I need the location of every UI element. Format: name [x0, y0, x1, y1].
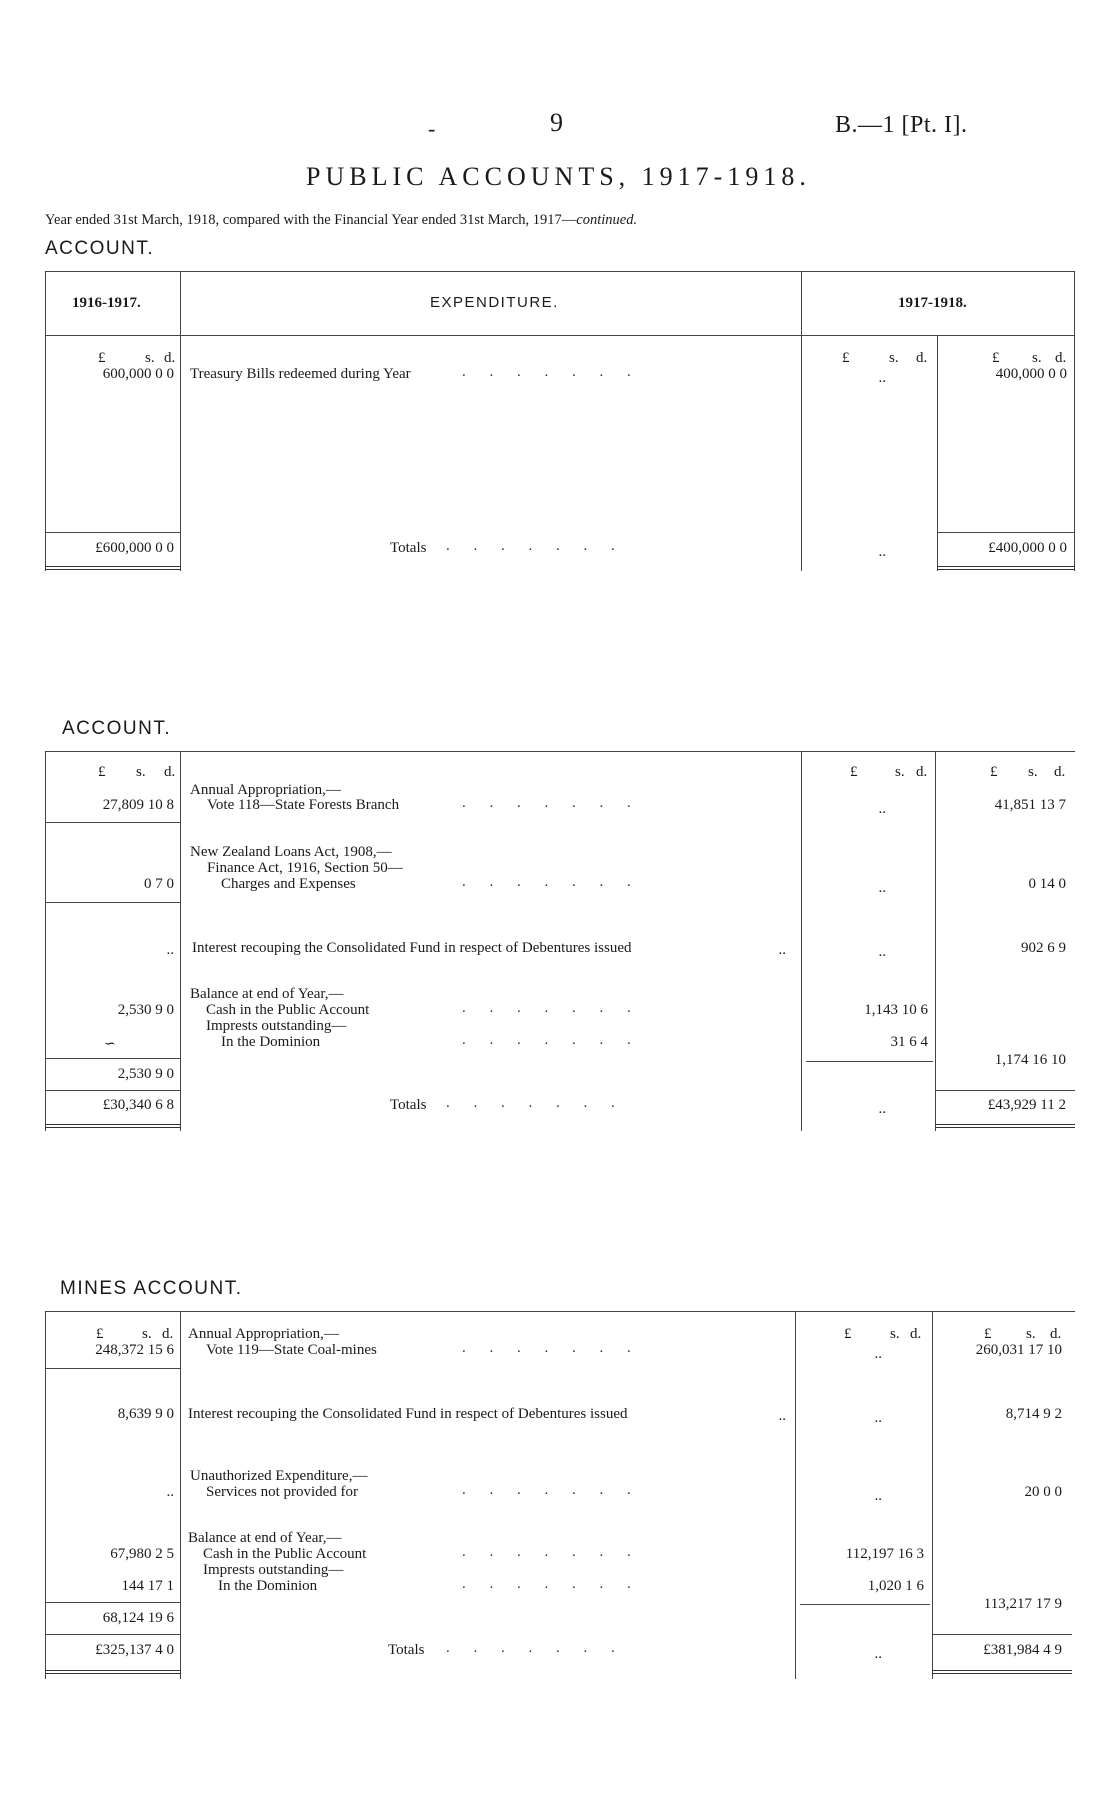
s3-r4-mid-dom: 1,020 1 6 [867, 1578, 924, 1594]
s3-left-d: d. [162, 1326, 174, 1342]
s2-r4-head: Balance at end of Year,— [190, 986, 344, 1002]
page-title: PUBLIC ACCOUNTS, 1917-1918. [306, 162, 811, 191]
section1-head-expenditure: EXPENDITURE. [430, 294, 559, 311]
s1-right-s: s. [1032, 350, 1042, 366]
s2-totals-right: £43,929 11 2 [987, 1097, 1066, 1113]
s3-r4-head: Balance at end of Year,— [188, 1530, 342, 1546]
page-number: 9 [550, 108, 563, 137]
s2-r4-dominion: In the Dominion [221, 1034, 321, 1050]
s2-r3-right: 902 6 9 [1021, 940, 1066, 956]
s2-totals-mid: .. [878, 1101, 886, 1117]
s1-left-s: s. [145, 350, 155, 366]
s3-totals-leader: . . . . . . . [446, 1640, 625, 1656]
subtitle [45, 212, 637, 229]
s3-left-s: s. [142, 1326, 152, 1342]
s1-mid-pound: £ [842, 350, 850, 366]
s2-r2-head2: Finance Act, 1916, Section 50— [207, 860, 403, 876]
s1-mid-s: s. [889, 350, 899, 366]
s2-r2-right: 0 14 0 [1028, 876, 1066, 892]
s3-r4-cash-leader: . . . . . . . [462, 1544, 641, 1560]
s3-totals-mid: .. [874, 1646, 882, 1662]
s3-r3-leader: . . . . . . . [462, 1482, 641, 1498]
s3-r4-left-sum: 68,124 19 6 [102, 1610, 174, 1626]
subtitle-continued: continued. [576, 212, 638, 228]
s3-r3-left: .. [166, 1484, 174, 1500]
s3-r4-left-cash: 67,980 2 5 [110, 1546, 174, 1562]
s2-r2-left: 0 7 0 [144, 876, 174, 892]
s3-totals-right: £381,984 4 9 [983, 1642, 1062, 1658]
s2-left-d: d. [164, 764, 176, 780]
s2-r3-desc: Interest recouping the Consolidated Fund in respect of Debentures issued [192, 940, 632, 956]
section3-title: MINES ACCOUNT. [60, 1278, 243, 1299]
s3-r3-mid: .. [874, 1488, 882, 1504]
s3-left-pound: £ [96, 1326, 104, 1342]
s1-left-d: d. [164, 350, 176, 366]
s3-r4-dom-leader: . . . . . . . [462, 1576, 641, 1592]
s1-totals-1917: £400,000 0 0 [988, 540, 1067, 556]
s1-totals-label: Totals [390, 540, 427, 556]
s2-r4-cash-leader: . . . . . . . [462, 1000, 641, 1016]
s3-r3-right: 20 0 0 [1024, 1484, 1062, 1500]
s2-r4-imprests: Imprests outstanding— [206, 1018, 347, 1034]
s2-totals-leader: . . . . . . . [446, 1095, 625, 1111]
s3-r4-mid-cash: 112,197 16 3 [845, 1546, 924, 1562]
s3-r4-dominion: In the Dominion [218, 1578, 318, 1594]
s3-right-s: s. [1026, 1326, 1036, 1342]
s2-r2-head1: New Zealand Loans Act, 1908,— [190, 844, 392, 860]
s2-r2-mid: .. [878, 880, 886, 896]
s2-r3-leader: .. [778, 942, 786, 958]
s2-right-s: s. [1028, 764, 1038, 780]
s2-right-d: d. [1054, 764, 1066, 780]
s2-left-s: s. [136, 764, 146, 780]
s1-row1-1917: 400,000 0 0 [995, 366, 1067, 382]
s1-totals-leader: . . . . . . . [446, 538, 625, 554]
s2-r4-mid-cash: 1,143 10 6 [864, 1002, 928, 1018]
s3-r2-leader: .. [778, 1408, 786, 1424]
s2-r4-mid-dom: 31 6 4 [890, 1034, 928, 1050]
s3-r2-left: 8,639 9 0 [117, 1406, 174, 1422]
s3-mid-d: d. [910, 1326, 922, 1342]
section2-title: ACCOUNT. [62, 718, 172, 739]
s3-r4-left-dom: 144 17 1 [121, 1578, 174, 1594]
section1-head-1916: 1916-1917. [72, 295, 141, 311]
s1-totals-mid: .. [878, 544, 886, 560]
s3-r3-desc: Services not provided for [206, 1484, 359, 1500]
section1-title: ACCOUNT. [45, 238, 155, 259]
s3-totals-label: Totals [388, 1642, 425, 1658]
s2-mid-s: s. [895, 764, 905, 780]
s3-r3-head: Unauthorized Expenditure,— [190, 1468, 368, 1484]
s3-r1-mid: .. [874, 1346, 882, 1362]
s2-r1-left: 27,809 10 8 [102, 797, 174, 813]
s3-r1-leader: . . . . . . . [462, 1340, 641, 1356]
s2-r4-dom-leader: . . . . . . . [462, 1032, 641, 1048]
s3-r4-imprests: Imprests outstanding— [203, 1562, 344, 1578]
s1-row1-1916: 600,000 0 0 [102, 366, 174, 382]
s3-totals-left: £325,137 4 0 [95, 1642, 174, 1658]
s3-r2-mid: .. [874, 1410, 882, 1426]
s1-row1-desc: Treasury Bills redeemed during Year [190, 366, 411, 382]
document-reference: B.—1 [Pt. I]. [835, 112, 968, 138]
s1-mid-d: d. [916, 350, 928, 366]
header-dash: - [428, 116, 436, 141]
s3-r2-desc: Interest recouping the Consolidated Fund in respect of Debentures issued [188, 1406, 628, 1422]
s3-mid-s: s. [890, 1326, 900, 1342]
s3-r4-cash: Cash in the Public Account [203, 1546, 367, 1562]
s1-right-d: d. [1055, 350, 1067, 366]
s2-r1-leader: . . . . . . . [462, 795, 641, 811]
s2-r4-left-sum: 2,530 9 0 [117, 1066, 174, 1082]
s1-row1-leader: . . . . . . . [462, 364, 641, 380]
s1-left-pound: £ [98, 350, 106, 366]
s2-r1-right: 41,851 13 7 [994, 797, 1066, 813]
s2-mid-pound: £ [850, 764, 858, 780]
s2-totals-label: Totals [390, 1097, 427, 1113]
s1-row1-mid: .. [878, 370, 886, 386]
s3-r1-right: 260,031 17 10 [975, 1342, 1062, 1358]
s2-r4-right: 1,174 16 10 [994, 1052, 1066, 1068]
s3-r1-desc: Vote 119—State Coal-mines [206, 1342, 377, 1358]
s2-r4-left-cash: 2,530 9 0 [117, 1002, 174, 1018]
s2-mid-d: d. [916, 764, 928, 780]
s2-r4-cash: Cash in the Public Account [206, 1002, 370, 1018]
s3-mid-pound: £ [844, 1326, 852, 1342]
s3-r4-right: 113,217 17 9 [983, 1596, 1062, 1612]
s2-r1-head: Annual Appropriation,— [190, 782, 341, 798]
section1-head-1917: 1917-1918. [898, 295, 967, 311]
s2-r3-mid: .. [878, 944, 886, 960]
s2-r2-leader: . . . . . . . [462, 874, 641, 890]
s2-r1-desc: Vote 118—State Forests Branch [207, 797, 400, 813]
s2-r2-desc: Charges and Expenses [221, 876, 356, 892]
s2-r1-mid: .. [878, 801, 886, 817]
s1-right-pound: £ [992, 350, 1000, 366]
s1-totals-1916: £600,000 0 0 [95, 540, 174, 556]
s3-r1-left: 248,372 15 6 [95, 1342, 174, 1358]
s2-left-pound: £ [98, 764, 106, 780]
subtitle-prefix: Year ended 31st March, 1918, compared with the Financial Year ended 31st March, 1917— [45, 212, 577, 228]
s2-right-pound: £ [990, 764, 998, 780]
s2-totals-left: £30,340 6 8 [102, 1097, 174, 1113]
s2-r3-left: .. [166, 942, 174, 958]
ink-mark-icon: ∽ [104, 1037, 116, 1052]
s3-r1-head: Annual Appropriation,— [188, 1326, 339, 1342]
s3-right-pound: £ [984, 1326, 992, 1342]
s3-r2-right: 8,714 9 2 [1005, 1406, 1062, 1422]
s3-right-d: d. [1050, 1326, 1062, 1342]
